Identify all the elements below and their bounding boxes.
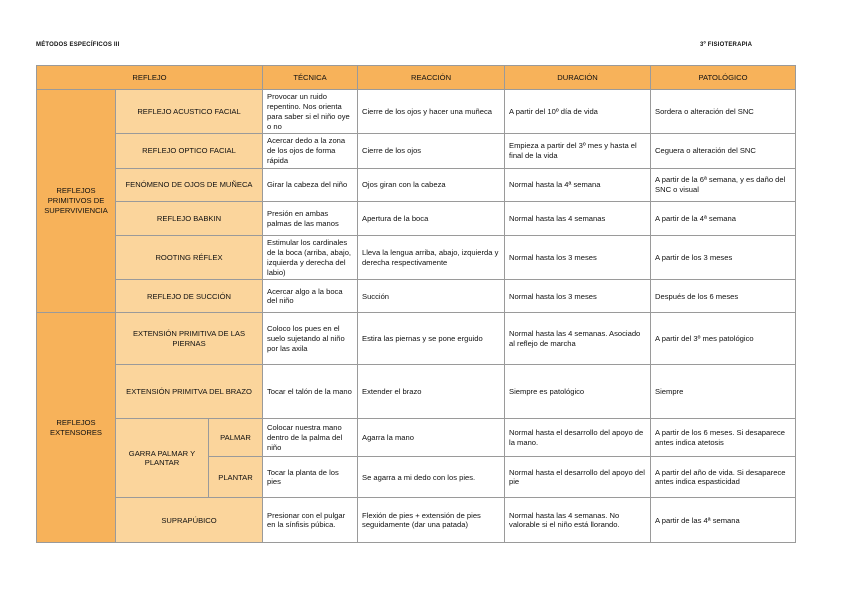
patologico-cell: A partir de los 3 meses: [651, 236, 796, 280]
reaccion-cell: Cierre de los ojos: [358, 134, 505, 169]
reflex-name: REFLEJO OPTICO FACIAL: [116, 134, 263, 169]
group-label: REFLEJOS EXTENSORES: [37, 313, 116, 543]
duracion-cell: Normal hasta el desarrollo del apoyo del pie: [505, 457, 651, 498]
patologico-cell: A partir de las 4ª semana: [651, 498, 796, 543]
reaccion-cell: Apertura de la boca: [358, 202, 505, 236]
column-header-duracion: DURACIÓN: [505, 66, 651, 90]
reaccion-cell: Succión: [358, 280, 505, 313]
patologico-cell: A partir de la 4ª semana: [651, 202, 796, 236]
patologico-cell: Sordera o alteración del SNC: [651, 90, 796, 134]
patologico-cell: A partir de los 6 meses. Si desaparece antes indica atetosis: [651, 419, 796, 457]
column-header-patologico: PATOLÓGICO: [651, 66, 796, 90]
reflex-name: REFLEJO BABKIN: [116, 202, 263, 236]
column-header-reflejo: REFLEJO: [37, 66, 263, 90]
reflex-name: SUPRAPÚBICO: [116, 498, 263, 543]
reaccion-cell: Agarra la mano: [358, 419, 505, 457]
patologico-cell: A partir del 3º mes patológico: [651, 313, 796, 365]
reflex-name: ROOTING RÉFLEX: [116, 236, 263, 280]
table-row: [37, 134, 796, 169]
tecnica-cell: Girar la cabeza del niño: [263, 169, 358, 202]
patologico-cell: Ceguera o alteración del SNC: [651, 134, 796, 169]
tecnica-cell: Acercar algo a la boca del niño: [263, 280, 358, 313]
reflex-table: [36, 65, 796, 543]
patologico-cell: Siempre: [651, 365, 796, 419]
group-label: REFLEJOS PRIMITIVOS DE SUPERVIVIENCIA: [37, 90, 116, 313]
reflex-name: REFLEJO DE SUCCIÓN: [116, 280, 263, 313]
column-header-reaccion: REACCIÓN: [358, 66, 505, 90]
reaccion-cell: Ojos giran con la cabeza: [358, 169, 505, 202]
duracion-cell: Normal hasta la 4ª semana: [505, 169, 651, 202]
patologico-cell: A partir del año de vida. Si desaparece antes indica espasticidad: [651, 457, 796, 498]
reaccion-cell: Se agarra a mi dedo con los pies.: [358, 457, 505, 498]
reflex-name: FENÓMENO DE OJOS DE MUÑECA: [116, 169, 263, 202]
table-header-row: [37, 66, 796, 90]
sub-reflex-label: PLANTAR: [209, 457, 263, 498]
table-row: [37, 236, 796, 280]
table-row: [37, 280, 796, 313]
tecnica-cell: Presionar con el pulgar en la sínfisis púbica.: [263, 498, 358, 543]
tecnica-cell: Colocar nuestra mano dentro de la palma del niño: [263, 419, 358, 457]
duracion-cell: Siempre es patológico: [505, 365, 651, 419]
table-row: [37, 90, 796, 134]
duracion-cell: Normal hasta los 3 meses: [505, 236, 651, 280]
table-row: [37, 313, 796, 365]
column-header-tecnica: TÉCNICA: [263, 66, 358, 90]
reflex-name: GARRA PALMAR Y PLANTAR: [116, 419, 209, 498]
tecnica-cell: Tocar la planta de los pies: [263, 457, 358, 498]
table-row: [37, 365, 796, 419]
reaccion-cell: Cierre de los ojos y hacer una muñeca: [358, 90, 505, 134]
duracion-cell: Normal hasta las 4 semanas: [505, 202, 651, 236]
reflex-name: REFLEJO ACUSTICO FACIAL: [116, 90, 263, 134]
duracion-cell: Normal hasta las 4 semanas. No valorable si el niño está llorando.: [505, 498, 651, 543]
sub-reflex-label: PALMAR: [209, 419, 263, 457]
reflex-name: EXTENSIÓN PRIMITIVA DE LAS PIERNAS: [116, 313, 263, 365]
duracion-cell: Normal hasta las 4 semanas. Asociado al reflejo de marcha: [505, 313, 651, 365]
duracion-cell: Normal hasta los 3 meses: [505, 280, 651, 313]
document-header-right: 3º FISIOTERAPIA: [700, 42, 753, 48]
reaccion-cell: Estira las piernas y se pone erguido: [358, 313, 505, 365]
duracion-cell: A partir del 10º día de vida: [505, 90, 651, 134]
table-row: [37, 169, 796, 202]
reaccion-cell: Extender el brazo: [358, 365, 505, 419]
duracion-cell: Empieza a partir del 3º mes y hasta el final de la vida: [505, 134, 651, 169]
tecnica-cell: Estimular los cardinales de la boca (arriba, abajo, izquierda y derecha del labio): [263, 236, 358, 280]
tecnica-cell: Tocar el talón de la mano: [263, 365, 358, 419]
table-row: [37, 419, 796, 457]
table-row: [37, 202, 796, 236]
tecnica-cell: Presión en ambas palmas de las manos: [263, 202, 358, 236]
tecnica-cell: Acercar dedo a la zona de los ojos de forma rápida: [263, 134, 358, 169]
patologico-cell: Después de los 6 meses: [651, 280, 796, 313]
reflex-name: EXTENSIÓN PRIMITVA DEL BRAZO: [116, 365, 263, 419]
tecnica-cell: Provocar un ruido repentino. Nos orienta para saber si el niño oye o no: [263, 90, 358, 134]
document-header-left: MÉTODOS ESPECÍFICOS III: [36, 42, 120, 48]
table-row: [37, 498, 796, 543]
duracion-cell: Normal hasta el desarrollo del apoyo de la mano.: [505, 419, 651, 457]
patologico-cell: A partir de la 6ª semana, y es daño del SNC o visual: [651, 169, 796, 202]
reaccion-cell: Flexión de pies + extensión de pies seguidamente (dar una patada): [358, 498, 505, 543]
reaccion-cell: Lleva la lengua arriba, abajo, izquierda y derecha respectivamente: [358, 236, 505, 280]
tecnica-cell: Coloco los pues en el suelo sujetando al niño por las axila: [263, 313, 358, 365]
